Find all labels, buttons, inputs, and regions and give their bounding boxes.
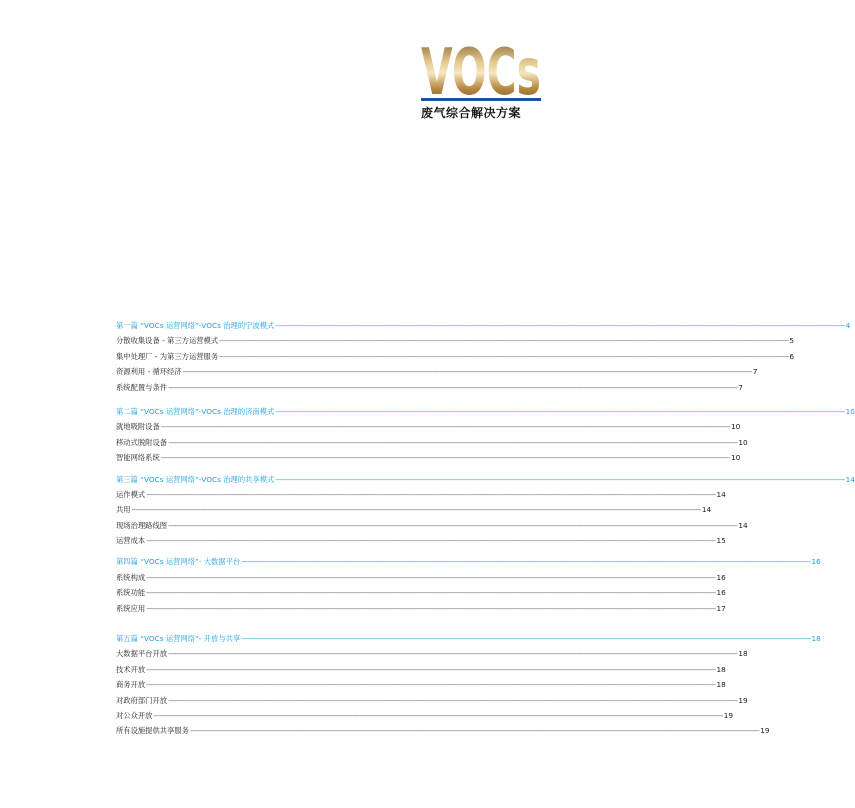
toc-section-3 [116, 474, 855, 552]
toc-entry-page: 14 [716, 489, 726, 499]
toc-entry[interactable] [116, 437, 748, 453]
toc-heading-title: 第四篇 “VOCs 运营网络”- 大数据平台 [116, 557, 241, 567]
toc-entry-title: 现场治理路线图 [116, 520, 168, 530]
toc-leader [146, 604, 715, 613]
toc-leader [168, 521, 737, 530]
toc-heading-title: 第五篇 “VOCs 运营网络”- 开放与共享 [116, 634, 241, 644]
toc-entry[interactable] [116, 422, 741, 437]
toc-section-4 [116, 557, 821, 619]
toc-entry-page: 19 [738, 695, 748, 705]
toc-entry-page: 7 [738, 382, 743, 392]
toc-entry[interactable] [116, 710, 734, 726]
toc-heading-title: 第三篇 “VOCs 运营网络”-VOCs 治理的共享模式 [116, 474, 275, 484]
toc-entry[interactable] [116, 536, 726, 551]
toc-leader [146, 536, 715, 545]
toc-heading-page: 4 [845, 321, 851, 330]
toc-leader [146, 588, 715, 597]
toc-heading[interactable] [116, 634, 821, 649]
toc-section-1 [116, 321, 851, 398]
toc-entry-title: 系统功能 [116, 588, 146, 598]
toc-entry-title: 商务开放 [116, 680, 146, 690]
toc-entry-page: 5 [789, 336, 795, 346]
table-of-contents [116, 321, 855, 742]
toc-heading[interactable] [116, 406, 855, 422]
logo-title: VOCs [421, 36, 541, 110]
toc-entry[interactable] [116, 520, 748, 536]
toc-entry-page: 15 [716, 536, 726, 546]
toc-leader [146, 665, 715, 674]
toc-entry[interactable] [116, 336, 795, 351]
toc-entry[interactable] [116, 505, 712, 520]
toc-entry-title: 所有设施提供共享服务 [116, 726, 189, 736]
toc-entry-title: 共用 [116, 505, 131, 515]
toc-entry-title: 系统构成 [116, 572, 146, 582]
toc-entry-page: 18 [716, 680, 726, 690]
toc-entry[interactable] [116, 588, 726, 603]
toc-heading[interactable] [116, 474, 855, 490]
toc-entry-title: 系统配置与条件 [116, 382, 168, 392]
toc-entry-title: 对公众开放 [116, 710, 153, 720]
toc-entry[interactable] [116, 351, 795, 367]
toc-entry[interactable] [116, 603, 726, 619]
toc-entry[interactable] [116, 726, 770, 741]
toc-entry-page: 18 [716, 664, 726, 674]
toc-entry[interactable] [116, 367, 758, 382]
toc-leader [161, 422, 730, 431]
section-gap [116, 398, 540, 407]
logo-subtitle: 废气综合解决方案 [421, 106, 522, 120]
toc-entry[interactable] [116, 664, 726, 680]
toc-leader [168, 649, 737, 658]
toc-entry-title: 对政府部门开放 [116, 695, 168, 705]
toc-leader [219, 336, 788, 345]
section-gap [116, 619, 540, 634]
toc-leader [275, 321, 844, 330]
toc-entry-page: 10 [731, 422, 741, 432]
vocs-logo-graphic [421, 36, 541, 110]
toc-leader [153, 711, 722, 720]
toc-entry-title: 资源利用 - 循环经济 [116, 367, 182, 377]
toc-entry-page: 14 [738, 520, 748, 530]
toc-section-2 [116, 406, 855, 469]
toc-leader [183, 367, 752, 376]
toc-entry[interactable] [116, 382, 743, 398]
toc-entry-page: 10 [731, 453, 741, 463]
toc-leader [146, 490, 715, 499]
toc-entry[interactable] [116, 453, 741, 468]
toc-entry-page: 17 [716, 603, 726, 613]
toc-leader [168, 438, 737, 447]
toc-leader [132, 505, 701, 514]
toc-entry-title: 集中处理厂 - 为第三方运营服务 [116, 351, 219, 361]
toc-entry-page: 19 [760, 726, 770, 736]
toc-leader [219, 352, 788, 361]
toc-entry[interactable] [116, 572, 726, 588]
toc-heading-title: 第一篇 “VOCs 运营网络”-VOCs 治理的宁波模式 [116, 321, 275, 330]
toc-entry[interactable] [116, 680, 726, 695]
toc-leader [168, 383, 737, 392]
toc-leader [275, 475, 844, 484]
toc-heading-page: 14 [845, 474, 855, 484]
toc-entry-page: 7 [752, 367, 758, 377]
toc-leader [275, 407, 844, 416]
toc-entry-page: 19 [723, 710, 734, 720]
toc-heading[interactable] [116, 321, 851, 336]
toc-entry-title: 智能网络系统 [116, 453, 160, 463]
toc-leader [146, 680, 715, 689]
toc-heading-title: 第二篇 “VOCs 运营网络”-VOCs 治理的济南模式 [116, 406, 275, 416]
toc-leader [241, 557, 810, 566]
toc-leader [146, 573, 715, 582]
toc-entry[interactable] [116, 695, 748, 711]
toc-leader [161, 453, 730, 462]
toc-entry-title: 分散收集设备 - 第三方运营模式 [116, 336, 219, 346]
toc-heading-page: 18 [811, 634, 821, 644]
toc-section-5 [116, 634, 821, 742]
logo [421, 38, 541, 121]
toc-entry-page: 14 [701, 505, 712, 515]
toc-entry-title: 移动式脱附设备 [116, 437, 168, 447]
toc-heading-page: 10 [845, 406, 855, 416]
toc-entry-page: 6 [789, 351, 795, 361]
toc-entry-page: 10 [738, 437, 748, 447]
toc-leader [190, 726, 759, 735]
toc-entry-title: 就地吸附设备 [116, 422, 160, 432]
toc-leader [241, 634, 810, 643]
toc-entry-title: 运营成本 [116, 536, 146, 546]
toc-entry-title: 大数据平台开放 [116, 649, 168, 659]
toc-entry-title: 运作模式 [116, 489, 146, 499]
toc-entry-title: 技术开放 [116, 664, 146, 674]
toc-entry-page: 18 [738, 649, 748, 659]
toc-heading[interactable] [116, 557, 821, 572]
toc-heading-page: 16 [811, 557, 821, 567]
toc-entry-page: 16 [716, 572, 726, 582]
toc-entry-title: 系统应用 [116, 603, 146, 613]
toc-entry[interactable] [116, 489, 726, 505]
toc-leader [168, 696, 737, 705]
toc-entry-page: 16 [716, 588, 726, 598]
toc-entry[interactable] [116, 649, 748, 664]
